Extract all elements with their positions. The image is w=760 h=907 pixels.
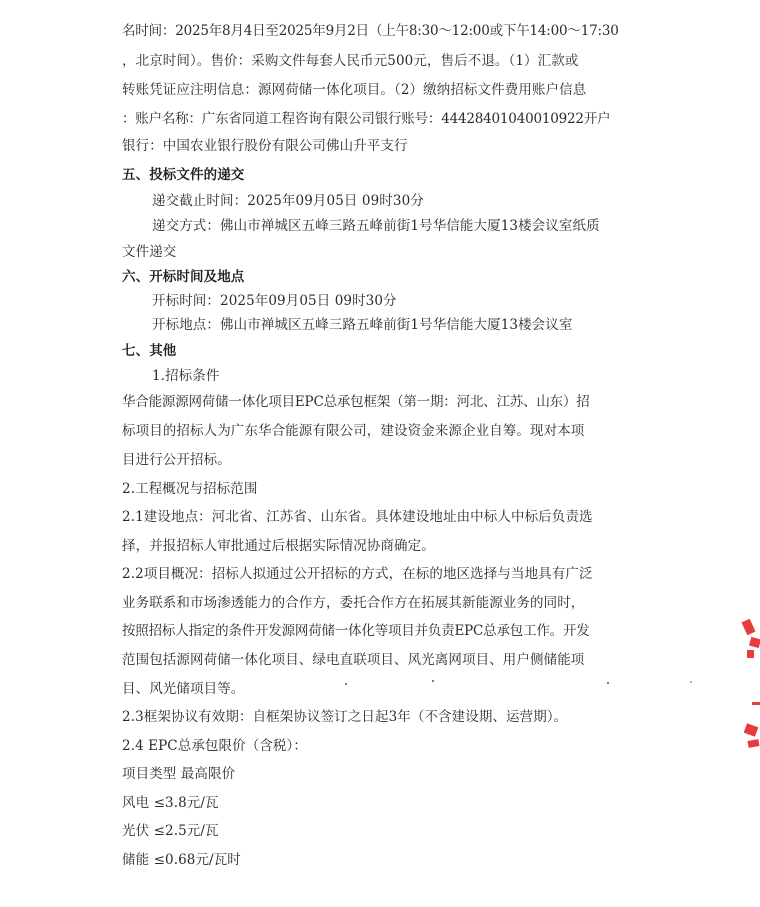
text-line: 开标时间：2025年09月05日 09时30分	[152, 293, 397, 309]
text-line: 名时间：2025年8月4日至2025年9月2日（上午8:30～12:00或下午14:00～17:30	[122, 23, 619, 39]
scan-speck	[432, 680, 434, 682]
section-heading: 七、其他	[122, 343, 177, 359]
text-line: 转账凭证应注明信息：源网荷储一体化项目。（2）缴纳招标文件费用账户信息	[122, 82, 587, 98]
text-line: 目进行公开招标。	[122, 452, 231, 468]
scan-speck	[345, 683, 347, 685]
text-line: 储能 ≤0.68元/瓦时	[122, 852, 241, 868]
text-line: 风电 ≤3.8元/瓦	[122, 795, 219, 811]
text-line: 2.4 EPC总承包限价（含税）：	[122, 738, 307, 754]
text-line: 光伏 ≤2.5元/瓦	[122, 823, 219, 839]
text-line: 范围包括源网荷储一体化项目、绿电直联项目、风光离网项目、用户侧储能项	[122, 652, 585, 668]
text-line: ，北京时间）。售价：采购文件每套人民币元500元，售后不退。（1）汇款或	[122, 53, 579, 69]
section-heading: 六、开标时间及地点	[122, 269, 245, 285]
text-line: 按照招标人指定的条件开发源网荷储一体化等项目并负责EPC总承包工作。开发	[122, 623, 590, 639]
text-line: 华合能源源网荷储一体化项目EPC总承包框架（第一期：河北、江苏、山东）招	[122, 394, 590, 410]
text-line: 标项目的招标人为广东华合能源有限公司，建设资金来源企业自筹。现对本项	[122, 423, 585, 439]
text-line: 2.1建设地点：河北省、江苏省、山东省。具体建设地址由中标人中标后负责选	[122, 509, 593, 525]
section-heading: 五、投标文件的递交	[122, 167, 245, 183]
text-line: 银行：中国农业银行股份有限公司佛山升平支行	[122, 138, 408, 154]
text-line: 业务联系和市场渗透能力的合作方，委托合作方在拓展其新能源业务的同时，	[122, 595, 585, 611]
seal-stamp-fragment	[738, 600, 760, 770]
text-line: 递交方式：佛山市禅城区五峰三路五峰前街1号华信能大厦13楼会议室纸质	[152, 218, 600, 234]
text-line: 开标地点：佛山市禅城区五峰三路五峰前街1号华信能大厦13楼会议室	[152, 317, 573, 333]
text-line: 2.3框架协议有效期：自框架协议签订之日起3年（不含建设期、运营期）。	[122, 709, 568, 725]
text-line: ：账户名称：广东省同道工程咨询有限公司银行账号：44428401040010922开户	[122, 111, 611, 127]
text-line: 1.招标条件	[152, 368, 220, 384]
text-line: 2.工程概况与招标范围	[122, 481, 258, 497]
scan-speck	[690, 681, 692, 683]
text-line: 目、风光储项目等。	[122, 681, 245, 697]
text-line: 2.2项目概况：招标人拟通过公开招标的方式，在标的地区选择与当地具有广泛	[122, 566, 593, 582]
text-line: 文件递交	[122, 244, 177, 260]
text-line: 项目类型 最高限价	[122, 766, 236, 782]
text-line: 递交截止时间：2025年09月05日 09时30分	[152, 193, 424, 209]
text-line: 择，并报招标人审批通过后根据实际情况协商确定。	[122, 538, 435, 554]
scan-speck	[607, 682, 609, 684]
